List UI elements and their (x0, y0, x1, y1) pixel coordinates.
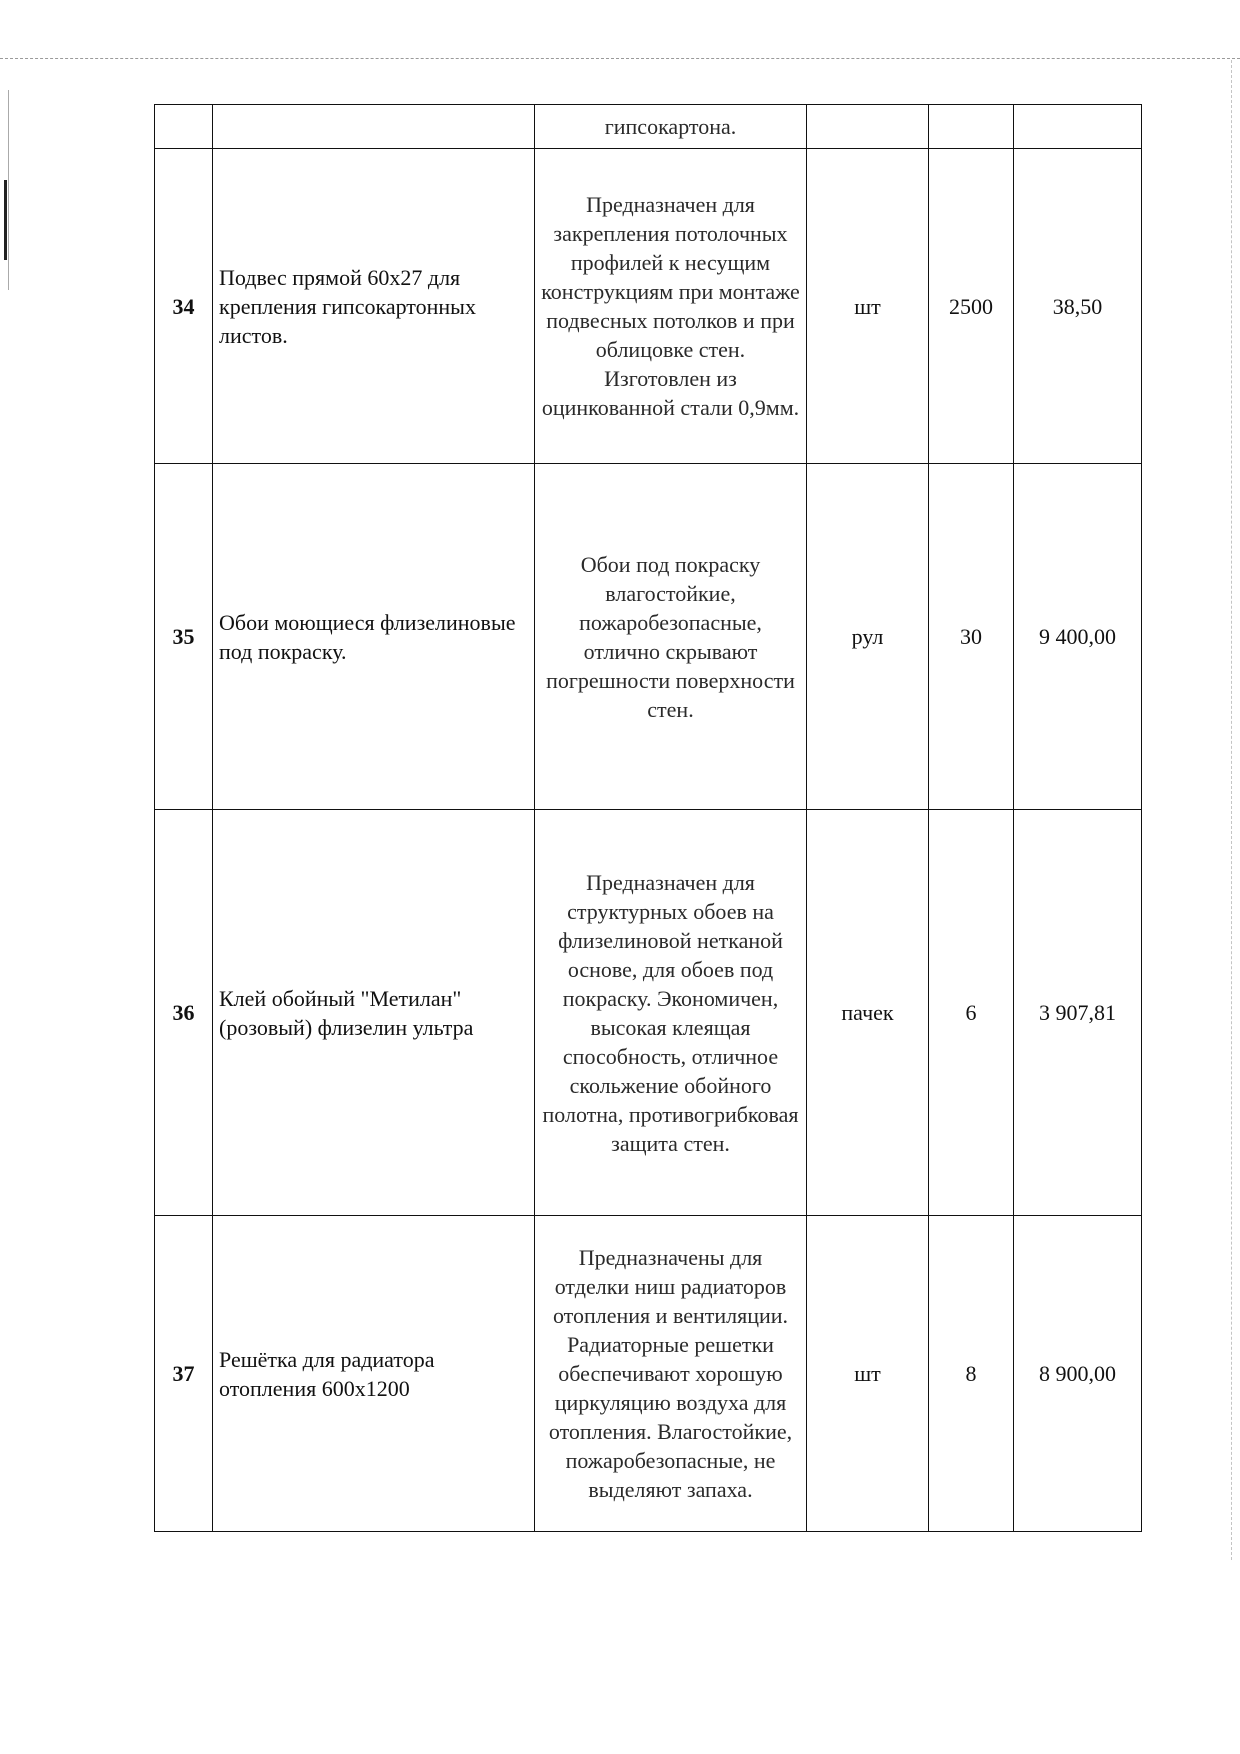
scan-border-left (8, 90, 9, 290)
item-name: Решётка для радиатора отопления 600х1200 (213, 1216, 535, 1532)
item-name: Обои моющиеся флизелиновые под покраску. (213, 464, 535, 810)
table-row (155, 149, 1142, 464)
item-quantity (929, 105, 1014, 149)
item-price: 3 907,81 (1014, 810, 1142, 1216)
row-number: 35 (155, 464, 213, 810)
item-unit: шт (807, 1216, 929, 1532)
scan-border-top (0, 58, 1240, 59)
item-quantity: 2500 (929, 149, 1014, 464)
item-description: Обои под покраску влагостойкие, пожаробезопасные, отлично скрывают погрешности поверхности стен. (535, 464, 807, 810)
row-number (155, 105, 213, 149)
row-number: 37 (155, 1216, 213, 1532)
item-description: Предназначен для закрепления потолочных профилей к несущим конструкциям при монтаже подвесных потолков и при облицовке стен. Изготовлен из оцинкованной стали 0,9мм. (535, 149, 807, 464)
item-description: Предназначены для отделки ниш радиаторов отопления и вентиляции. Радиаторные решетки обеспечивают хорошую циркуляцию воздуха для отопления. Влагостойкие, пожаробезопасные, не выделяют запаха. (535, 1216, 807, 1532)
scan-border-right (1231, 60, 1232, 1560)
specification-table (154, 104, 1142, 1532)
row-number: 34 (155, 149, 213, 464)
row-number: 36 (155, 810, 213, 1216)
table-row (155, 810, 1142, 1216)
scan-mark-left (4, 180, 7, 260)
item-quantity: 6 (929, 810, 1014, 1216)
table-row (155, 1216, 1142, 1532)
table-row (155, 105, 1142, 149)
item-description: Предназначен для структурных обоев на флизелиновой нетканой основе, для обоев под покраску. Экономичен, высокая клеящая способность, отличное скольжение обойного полотна, противогрибковая защита стен. (535, 810, 807, 1216)
item-price: 38,50 (1014, 149, 1142, 464)
item-price: 8 900,00 (1014, 1216, 1142, 1532)
item-price: 9 400,00 (1014, 464, 1142, 810)
item-name: Клей обойный "Метилан" (розовый) флизелин ультра (213, 810, 535, 1216)
item-name (213, 105, 535, 149)
item-unit: рул (807, 464, 929, 810)
item-price (1014, 105, 1142, 149)
item-description: гипсокартона. (535, 105, 807, 149)
item-quantity: 30 (929, 464, 1014, 810)
item-unit (807, 105, 929, 149)
item-quantity: 8 (929, 1216, 1014, 1532)
item-unit: пачек (807, 810, 929, 1216)
item-name: Подвес прямой 60х27 для крепления гипсокартонных листов. (213, 149, 535, 464)
table-row (155, 464, 1142, 810)
item-unit: шт (807, 149, 929, 464)
